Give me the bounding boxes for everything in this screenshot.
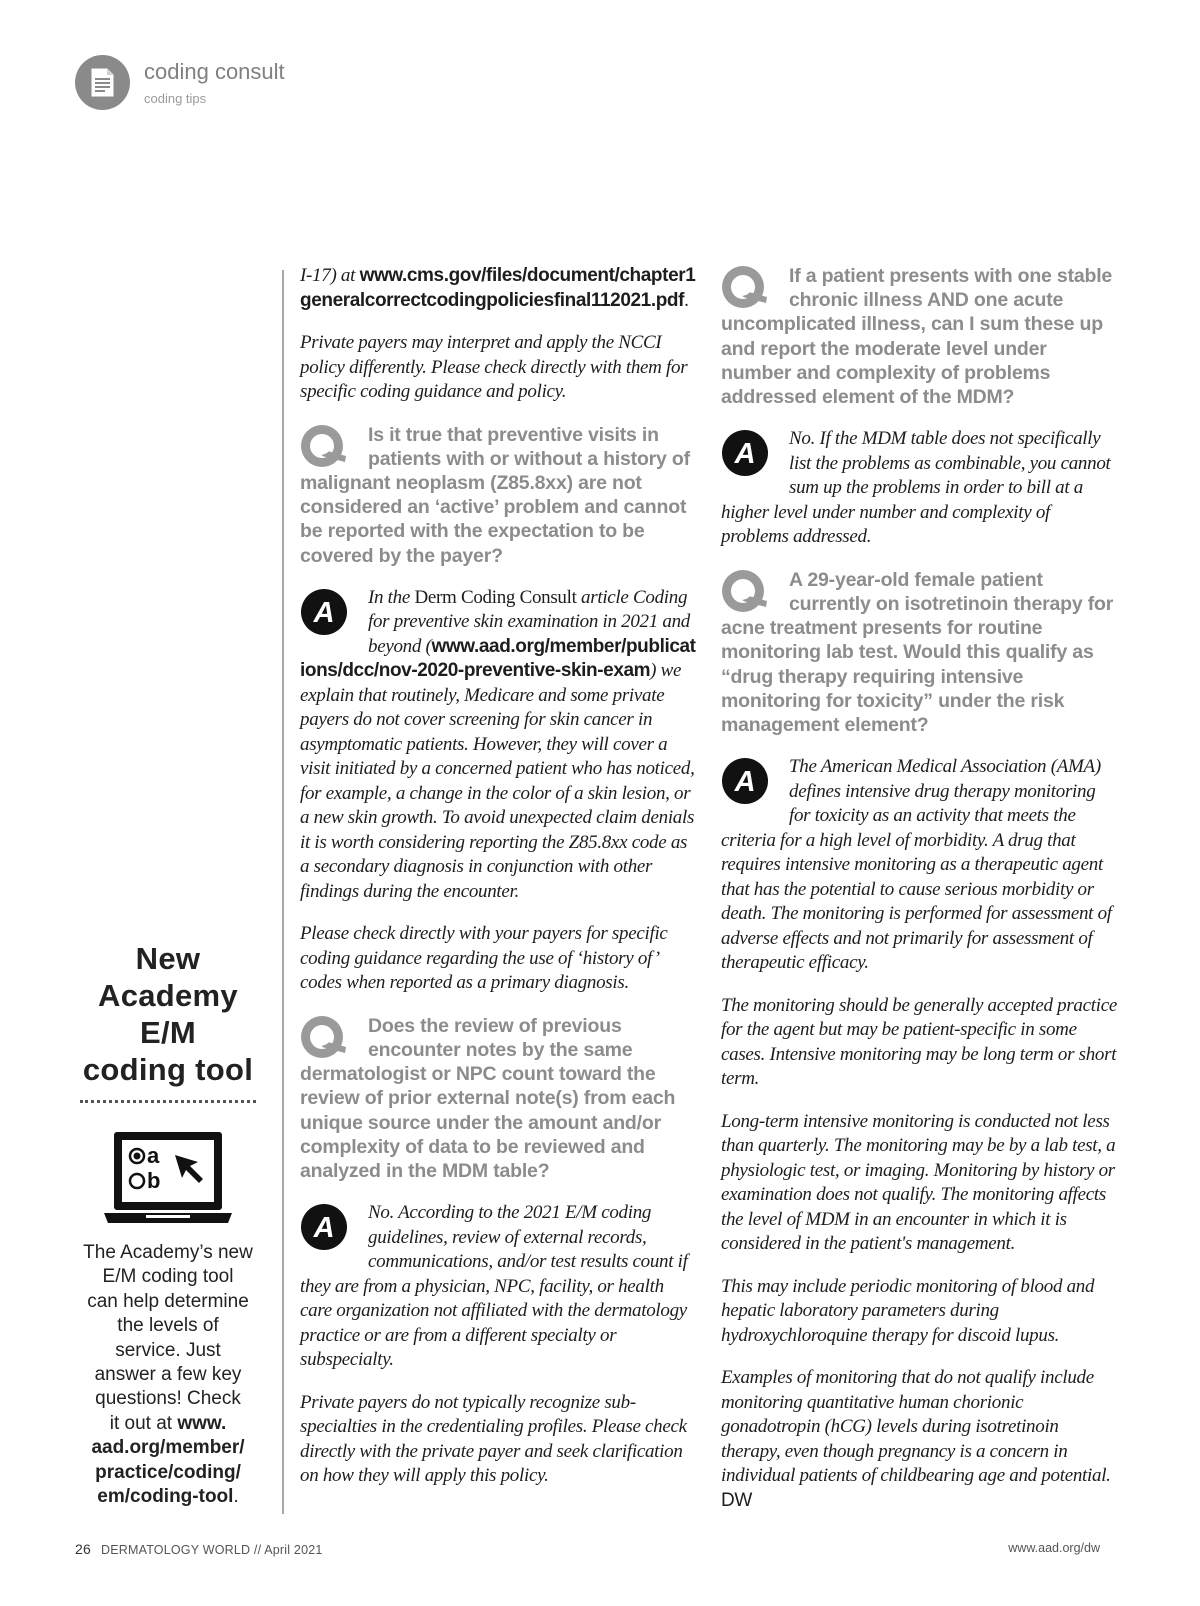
document-icon (90, 68, 115, 97)
answer-text: The American Medical Association (AMA) defines intensive drug therapy monitoring for toxicity as an activity that meets the criteria for a high level of morbidity. A drug that requires intensive monitoring as a therapeutic agent that has the potential to cause serious morbidity or death. The monitoring is performed for assessment of adverse effects and not primarily for assessment of therapeutic efficacy. (721, 756, 1112, 974)
svg-text:A: A (313, 596, 335, 629)
svg-text:A: A (313, 1212, 335, 1245)
publication-name: Derm Coding Consult (414, 586, 577, 608)
cms-link[interactable]: www.cms.gov/files/document/chapter1generalcorrectcodingpoliciesfinal112021.pdf (300, 265, 696, 311)
svg-text:A: A (734, 438, 756, 471)
section-title: coding consult (144, 59, 285, 84)
question-text: A 29-year-old female patient currently on isotretinoin therapy for acne treatment presents for routine monitoring lab test. Would this qualify as “drug therapy requiring intensive monitoring for toxicity” under the risk management element? (721, 568, 1114, 736)
svg-text:b: b (147, 1168, 161, 1193)
laptop-icon (102, 1129, 234, 1225)
question-text: Is it true that preventive visits in patients with or without a history of malignant neoplasm (Z85.8xx) are not considered an ‘active’ problem and cannot be reported with the expectation to be covered by the payer? (300, 423, 690, 567)
coding-tool-link[interactable]: www. (177, 1412, 227, 1434)
a-badge (300, 588, 362, 636)
q-badge (300, 423, 362, 471)
question-text: Does the review of previous encounter notes by the same dermatologist or NPC count toward the review of prior external note(s) from each unique source under the amount and/or complexity of data to be reviewed and analyzed in the MDM table? (300, 1014, 676, 1182)
page-number: 26 (75, 1541, 91, 1557)
svg-text:A: A (734, 766, 756, 799)
publication-line: DERMATOLOGY WORLD // April 2021 (100, 1543, 323, 1557)
end-mark: DW (721, 1489, 753, 1511)
answer-block (721, 755, 1117, 976)
sidebar-text: The Academy’s new E/M coding tool can help determine the levels of service. Just answer a few key questions! Check it out at www. aad.org/member/ practice/coding/ em/coding-tool. (83, 1242, 253, 1508)
column-divider (282, 270, 284, 1514)
a-badge (300, 1203, 362, 1251)
coding-tool-link[interactable]: aad.org/member/ (91, 1437, 245, 1459)
coding-tool-link[interactable]: practice/coding/ (95, 1461, 241, 1483)
sidebar-promo (66, 940, 270, 1509)
q-badge (721, 568, 783, 616)
a-badge (721, 429, 783, 477)
question-block (721, 264, 1117, 409)
paragraph: Examples of monitoring that do not qualify include monitoring quantitative human chorionic gonadotropin (hCG) levels during isotretinoin therapy, even though pregnancy is a concern in individual patients of childbearing age and potential. DW (721, 1367, 1111, 1511)
answer-text: No. If the MDM table does not specifically list the problems as combinable, you cannot sum up the problems in order to bill at a higher level under number and complexity of problems addressed. (721, 428, 1111, 548)
paragraph: Long-term intensive monitoring is conducted not less than quarterly. The monitoring may be by a lab test, a physiologic test, or imaging. Monitoring by history or examination does not qualify. The monitoring affects the level of MDM in an encounter in which it is considered in the patient's management. (721, 1110, 1116, 1255)
paragraph: The monitoring should be generally accepted practice for the agent but may be patient-specific in some cases. Intensive monitoring may be long term or short term. (721, 994, 1117, 1090)
coding-tool-link[interactable]: em/coding-tool (97, 1486, 234, 1508)
a-badge (721, 757, 783, 805)
dotted-divider (80, 1100, 256, 1103)
answer-block (300, 1201, 696, 1373)
column-left (300, 264, 696, 1507)
paragraph: Private payers may interpret and apply the NCCI policy differently. Please check directly with them for specific coding guidance and policy. (300, 332, 688, 402)
answer-text: No. According to the 2021 E/M coding guidelines, review of external records, communications, and/or test results count if they are from a physician, NPC, facility, or health care organization not affiliated with the dermatology practice or are from a different specialty or subspecialty. (300, 1202, 688, 1371)
aad-article-link[interactable]: www.aad.org/member/publications/dcc/nov-2020-preventive-skin-exam (300, 635, 696, 682)
svg-text:a: a (147, 1143, 160, 1168)
answer-block (721, 427, 1117, 550)
q-badge (721, 264, 783, 312)
paragraph: I-17) at www.cms.gov/files/document/chapter1generalcorrectcodingpoliciesfinal112021.pdf. (300, 265, 696, 311)
answer-block: A In the Derm Coding Consult article Coding for preventive skin examination in 2021 and beyond (www.aad.org/member/publications/dcc/nov-2020-preventive-skin-exam) we explain that routinely, Medicare and some private payers do not cover screening for skin cancer in asymptomatic patients. However, they will cover a visit initiated by a concerned patient who has noticed, for example, a change in the color of a skin lesion, or a new skin growth. To avoid unexpected claim denials it is worth considering reporting the Z85.8xx code as a secondary diagnosis in conjunction with other findings during the encounter. (300, 586, 696, 902)
section-badge (75, 55, 130, 110)
q-badge (300, 1014, 362, 1062)
sidebar-title: New Academy E/M coding tool (82, 941, 254, 1087)
question-block (300, 1014, 696, 1183)
question-block (721, 568, 1117, 737)
footer-url[interactable]: www.aad.org/dw (1008, 1541, 1100, 1555)
column-right (721, 264, 1117, 1531)
footer-left (75, 1541, 323, 1557)
question-text: If a patient presents with one stable chronic illness AND one acute uncomplicated illness, can I sum these up and report the moderate level under number and complexity of problems addressed element of the MDM? (721, 265, 1113, 409)
paragraph: Private payers do not typically recognize sub-specialties in the credentialing profiles. Please check directly with the private payer and seek clarification on how they will apply this policy. (300, 1391, 687, 1487)
paragraph: This may include periodic monitoring of blood and hepatic laboratory parameters during hydroxychloroquine therapy for discoid lupus. (721, 1275, 1095, 1346)
section-subtitle: coding tips (144, 91, 207, 106)
question-block (300, 423, 696, 568)
paragraph: Please check directly with your payers for specific coding guidance regarding the use of ‘history of’ codes when reported as a primary diagnosis. (300, 923, 668, 994)
